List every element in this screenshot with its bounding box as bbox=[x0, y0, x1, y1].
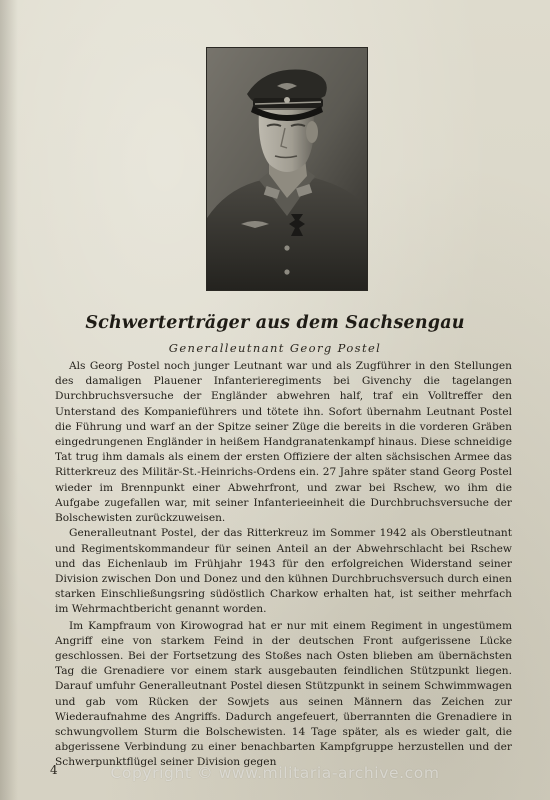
article-subtitle: Generalleutnant Georg Postel bbox=[168, 341, 382, 355]
page-number: 4 bbox=[50, 763, 58, 777]
article-paragraph: Im Kampfraum von Kirowograd hat er nur mit einem Regiment in ungestümem Angriff eine von starkem Feind in der deutschen Front aufgerissene Lücke geschlossen. Bei der Fortsetzung des Stoßes nach Osten blieben am übernächsten Tag die Grenadiere vor einem stark ausgebauten feindlichen Stützpunkt liegen. Darauf umfuhr Generalleutnant Postel diesen Stützpunkt in seinem Schwimmwagen und gab vom Rücken der Sowjets aus seinen Männern das Zeichen zur Wiederaufnahme des Angriffs. Dadurch angefeuert, überrannten die Grenadiere in schwungvollem Sturm die Bolschewisten. 14 Tage später, als es wieder galt, die abgerissene Verbindung zu einer benachbarten Kampfgruppe herzustellen und der Schwerpunktflügel seiner Division gegen bbox=[55, 619, 512, 769]
article-body bbox=[55, 359, 512, 771]
copyright-watermark: Copyright © www.militaria-archive.com bbox=[110, 764, 440, 782]
article-paragraph: Als Georg Postel noch junger Leutnant war und als Zugführer in den Stellungen des damaligen Plauener Infanterieregiments bei Givenchy die tagelangen Durchbruchsversuche der Engländer abwehren half, traf ein Volltreffer den Unterstand des Kompanieführers und tötete ihn. Sofort übernahm Leutnant Postel die Führung und warf an der Spitze seiner Züge die bereits in die vorderen Gräben eingedrungenen Engländer in heißem Handgranatenkampf hinaus. Diese schneidige Tat trug ihm damals als einem der ersten Offiziere der alten sächsischen Armee das Ritterkreuz des Militär-St.-Heinrichs-Ordens ein. 27 Jahre später stand Georg Postel wieder im Brennpunkt einer Abwehrfront, und zwar bei Rschew, wo ihm die Aufgabe zugefallen war, mit seiner Infanterieeinheit die Durchbruchsversuche der Bolschewisten zurückzuweisen. bbox=[55, 360, 512, 525]
article-paragraph: Generalleutnant Postel, der das Ritterkreuz im Sommer 1942 als Oberstleutnant und Regimentskommandeur für seinen Anteil an der Abwehrschlacht bei Rschew und das Eichenlaub im Frühjahr 1943 für den erfolgreichen Widerstand seiner Division zwischen Don und Donez und den kühnen Durchbruchsversuch durch einen starken Einschließungsring südöstlich Charkow erhalten hat, ist seither mehrfach im Wehrmachtbericht genannt worden. bbox=[55, 527, 512, 616]
article-title: Schwerterträger aus dem Sachsengau bbox=[85, 313, 465, 333]
page-spine-shadow bbox=[0, 0, 18, 800]
portrait-photo bbox=[207, 48, 367, 290]
